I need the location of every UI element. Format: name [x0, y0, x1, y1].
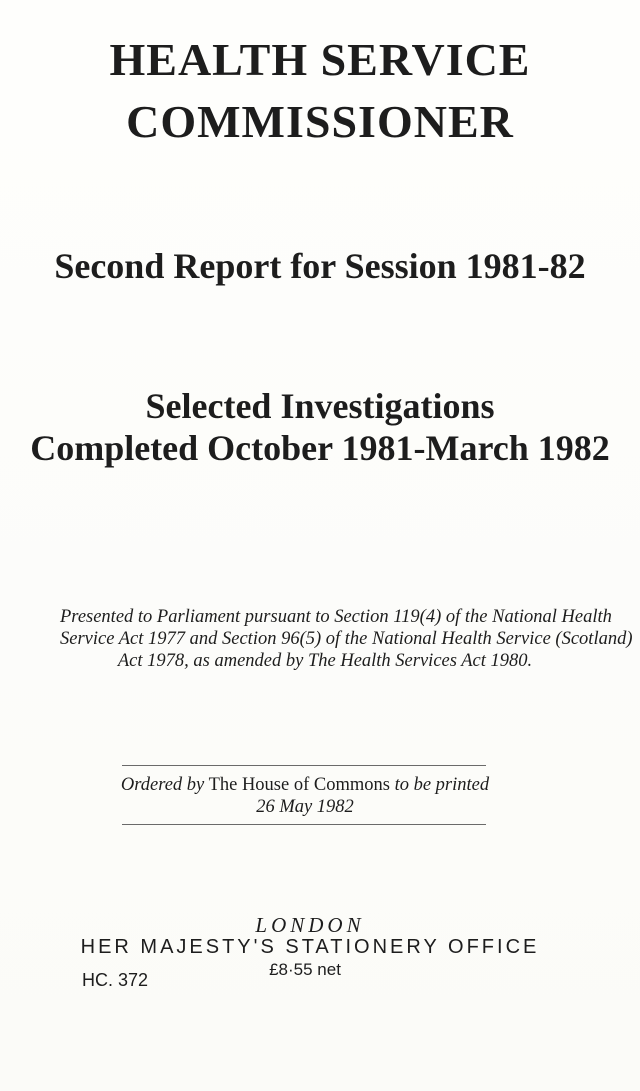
ordered-statement: [0, 774, 610, 818]
ordered-lead: Ordered by: [120, 775, 205, 795]
presented-line-1: Presented to Parliament pursuant to Section 119(4) of the National Health: [60, 607, 612, 627]
divider-bottom: [122, 824, 486, 825]
ordered-date: 26 May 1982: [256, 797, 354, 817]
presented-line-3: Act 1978, as amended by The Health Services Act 1980.: [117, 651, 533, 671]
main-title-line-2: COMMISSIONER: [126, 96, 514, 147]
publisher-city: LONDON: [255, 913, 365, 937]
price: £8·55 net: [269, 960, 341, 979]
report-heading: Second Report for Session 1981-82: [54, 246, 586, 286]
publisher-name: HER MAJESTY'S STATIONERY OFFICE: [80, 936, 540, 958]
presented-line-2: Service Act 1977 and Section 96(5) of the National Health Service (Scotland): [60, 629, 633, 649]
selected-heading-line-1: Selected Investigations: [145, 386, 495, 426]
divider-top: [122, 765, 486, 766]
main-title-line-1: HEALTH SERVICE: [109, 34, 531, 85]
ordered-body: The House of Commons: [208, 775, 390, 795]
ordered-tail: to be printed: [394, 775, 490, 795]
selected-heading-line-2: Completed October 1981-March 1982: [30, 428, 610, 468]
presented-statement: [60, 606, 633, 672]
paper-number: HC. 372: [82, 970, 149, 990]
